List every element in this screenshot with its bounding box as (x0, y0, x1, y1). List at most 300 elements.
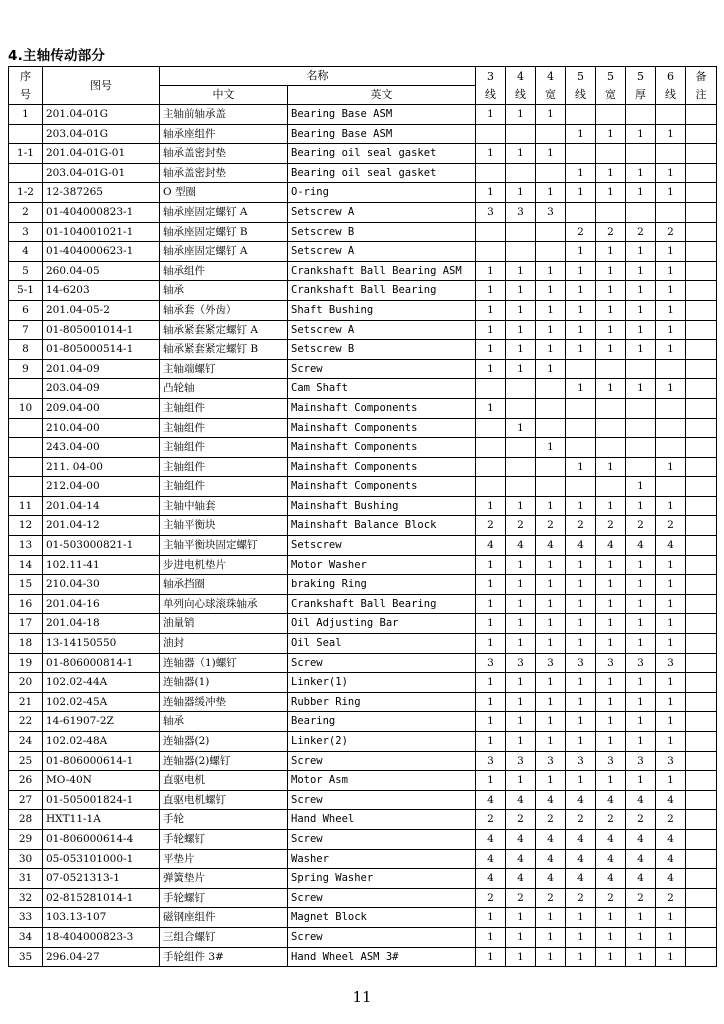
seq-cell (9, 438, 43, 458)
qty-4-wide-cell: 4 (536, 829, 566, 849)
qty-6-line-cell (656, 202, 686, 222)
part-code-cell: 05-053101000-1 (43, 849, 160, 869)
qty-6-line-cell: 1 (656, 634, 686, 654)
qty-5-line-cell: 1 (566, 320, 596, 340)
qty-5-line-cell: 1 (566, 908, 596, 928)
qty-5-thick-cell: 3 (626, 653, 656, 673)
qty-5-thick-cell: 1 (626, 712, 656, 732)
table-row (9, 281, 717, 301)
part-code-cell: 01-505001824-1 (43, 790, 160, 810)
seq-cell: 29 (9, 829, 43, 849)
part-code-cell: 210.04-30 (43, 575, 160, 595)
english-name-cell: Mainshaft Components (288, 457, 476, 477)
chinese-name-cell: 手轮 (160, 810, 288, 830)
qty-5-thick-cell: 1 (626, 281, 656, 301)
qty-5-thick-cell (626, 438, 656, 458)
qty-4-line-cell: 1 (506, 575, 536, 595)
note-cell (686, 947, 717, 967)
english-name-cell: Mainshaft Components (288, 398, 476, 418)
note-cell (686, 300, 717, 320)
english-name-cell: braking Ring (288, 575, 476, 595)
table-row (9, 575, 717, 595)
qty-4-wide-cell: 1 (536, 183, 566, 203)
qty-5-thick-cell (626, 457, 656, 477)
table-row (9, 163, 717, 183)
qty-6-line-cell: 1 (656, 575, 686, 595)
qty-6-line-cell: 1 (656, 771, 686, 791)
qty-4-line-cell: 1 (506, 692, 536, 712)
table-body (9, 105, 717, 967)
qty-4-line-cell: 2 (506, 888, 536, 908)
note-cell (686, 496, 717, 516)
qty-4-line-cell: 1 (506, 594, 536, 614)
chinese-name-cell: 平垫片 (160, 849, 288, 869)
note-cell (686, 340, 717, 360)
note-cell (686, 614, 717, 634)
chinese-name-cell: 手轮组件 3# (160, 947, 288, 967)
qty-4-line-cell: 1 (506, 496, 536, 516)
english-name-cell: Washer (288, 849, 476, 869)
qty-6-line-cell: 1 (656, 320, 686, 340)
qty-6-line-cell: 2 (656, 888, 686, 908)
qty-3-line-cell: 1 (476, 732, 506, 752)
qty-5-line-cell (566, 398, 596, 418)
table-row (9, 869, 717, 889)
qty-3-line-cell: 4 (476, 790, 506, 810)
qty-5-wide-cell: 1 (596, 594, 626, 614)
english-name-cell: Mainshaft Components (288, 418, 476, 438)
qty-6-line-cell: 4 (656, 829, 686, 849)
note-cell (686, 105, 717, 125)
qty-4-line-cell: 1 (506, 673, 536, 693)
qty-4-line-cell: 4 (506, 849, 536, 869)
english-name-cell: Bearing oil seal gasket (288, 163, 476, 183)
seq-cell: 16 (9, 594, 43, 614)
table-row (9, 810, 717, 830)
qty-4-line-cell: 3 (506, 653, 536, 673)
table-row (9, 751, 717, 771)
table-row (9, 594, 717, 614)
seq-cell: 13 (9, 536, 43, 556)
qty-5-line-cell (566, 438, 596, 458)
header-name-en: 英文 (288, 86, 476, 105)
qty-6-line-cell: 1 (656, 242, 686, 262)
seq-cell: 31 (9, 869, 43, 889)
qty-4-wide-cell: 2 (536, 810, 566, 830)
qty-5-line-cell: 1 (566, 183, 596, 203)
qty-3-line-cell (476, 438, 506, 458)
qty-3-line-cell: 1 (476, 908, 506, 928)
part-code-cell: 14-6203 (43, 281, 160, 301)
note-cell (686, 829, 717, 849)
qty-6-line-cell: 1 (656, 908, 686, 928)
table-row (9, 516, 717, 536)
qty-5-line-cell: 1 (566, 927, 596, 947)
chinese-name-cell: 轴承紧套紧定螺钉 B (160, 340, 288, 360)
qty-6-line-cell: 1 (656, 379, 686, 399)
qty-4-line-cell: 1 (506, 144, 536, 164)
english-name-cell: Screw (288, 653, 476, 673)
qty-5-thick-cell: 1 (626, 183, 656, 203)
table-row (9, 653, 717, 673)
qty-5-wide-cell: 1 (596, 575, 626, 595)
note-cell (686, 261, 717, 281)
part-code-cell: MO-40N (43, 771, 160, 791)
part-code-cell: 14-61907-2Z (43, 712, 160, 732)
qty-5-line-cell: 4 (566, 829, 596, 849)
qty-5-wide-cell: 1 (596, 261, 626, 281)
part-code-cell: 201.04-12 (43, 516, 160, 536)
note-cell (686, 634, 717, 654)
qty-6-line-cell: 2 (656, 222, 686, 242)
english-name-cell: Hand Wheel ASM 3# (288, 947, 476, 967)
part-code-cell: 243.04-00 (43, 438, 160, 458)
qty-5-wide-cell (596, 477, 626, 497)
note-cell (686, 359, 717, 379)
chinese-name-cell: 轴承座固定螺钉 B (160, 222, 288, 242)
english-name-cell: Crankshaft Ball Bearing (288, 594, 476, 614)
qty-3-line-cell: 1 (476, 320, 506, 340)
chinese-name-cell: 轴承套（外齿） (160, 300, 288, 320)
english-name-cell: Mainshaft Bushing (288, 496, 476, 516)
qty-5-thick-cell: 1 (626, 124, 656, 144)
seq-cell: 18 (9, 634, 43, 654)
table-row (9, 300, 717, 320)
qty-5-line-cell: 2 (566, 810, 596, 830)
part-code-cell: 07-0521313-1 (43, 869, 160, 889)
qty-5-line-cell: 1 (566, 594, 596, 614)
part-code-cell: 01-404000823-1 (43, 202, 160, 222)
qty-5-wide-cell: 4 (596, 829, 626, 849)
qty-5-wide-cell: 1 (596, 163, 626, 183)
qty-5-thick-cell: 1 (626, 320, 656, 340)
qty-5-thick-cell (626, 398, 656, 418)
qty-5-thick-cell (626, 202, 656, 222)
note-cell (686, 712, 717, 732)
qty-5-wide-cell: 1 (596, 300, 626, 320)
qty-5-wide-cell: 1 (596, 379, 626, 399)
part-code-cell: 203.04-09 (43, 379, 160, 399)
table-row (9, 790, 717, 810)
seq-cell (9, 477, 43, 497)
note-cell (686, 398, 717, 418)
part-code-cell: 01-805000514-1 (43, 340, 160, 360)
seq-cell: 12 (9, 516, 43, 536)
qty-5-thick-cell: 2 (626, 222, 656, 242)
table-row (9, 183, 717, 203)
qty-5-thick-cell: 2 (626, 516, 656, 536)
qty-6-line-cell: 4 (656, 536, 686, 556)
qty-3-line-cell: 1 (476, 359, 506, 379)
part-code-cell: 01-806000614-4 (43, 829, 160, 849)
seq-cell: 1-1 (9, 144, 43, 164)
table-header (9, 67, 717, 105)
qty-4-wide-cell: 2 (536, 516, 566, 536)
part-code-cell: 02-815281014-1 (43, 888, 160, 908)
note-cell (686, 183, 717, 203)
english-name-cell: O-ring (288, 183, 476, 203)
qty-4-line-cell (506, 379, 536, 399)
english-name-cell: Linker(1) (288, 673, 476, 693)
qty-5-wide-cell: 1 (596, 673, 626, 693)
english-name-cell: Mainshaft Components (288, 477, 476, 497)
qty-4-line-cell (506, 438, 536, 458)
qty-4-line-cell: 3 (506, 751, 536, 771)
table-row (9, 477, 717, 497)
english-name-cell: Bearing oil seal gasket (288, 144, 476, 164)
chinese-name-cell: 轴承挡圈 (160, 575, 288, 595)
qty-5-wide-cell: 1 (596, 927, 626, 947)
qty-6-line-cell: 1 (656, 732, 686, 752)
qty-5-line-cell: 1 (566, 340, 596, 360)
seq-cell: 1-2 (9, 183, 43, 203)
qty-3-line-cell (476, 242, 506, 262)
english-name-cell: Shaft Bushing (288, 300, 476, 320)
table-row (9, 340, 717, 360)
chinese-name-cell: 手轮螺钉 (160, 829, 288, 849)
seq-cell: 35 (9, 947, 43, 967)
qty-6-line-cell: 1 (656, 457, 686, 477)
qty-5-line-cell: 1 (566, 771, 596, 791)
note-cell (686, 242, 717, 262)
qty-3-line-cell (476, 457, 506, 477)
part-code-cell: 01-805001014-1 (43, 320, 160, 340)
qty-4-wide-cell: 1 (536, 927, 566, 947)
seq-cell: 5-1 (9, 281, 43, 301)
part-code-cell: 201.04-05-2 (43, 300, 160, 320)
qty-4-line-cell: 1 (506, 359, 536, 379)
qty-5-thick-cell: 4 (626, 790, 656, 810)
table-row (9, 771, 717, 791)
qty-4-line-cell (506, 124, 536, 144)
qty-3-line-cell (476, 477, 506, 497)
chinese-name-cell: 直驱电机螺钉 (160, 790, 288, 810)
note-cell (686, 438, 717, 458)
qty-5-thick-cell: 1 (626, 261, 656, 281)
chinese-name-cell: O 型圈 (160, 183, 288, 203)
seq-cell: 26 (9, 771, 43, 791)
qty-3-line-cell (476, 124, 506, 144)
header-q-5-wide: 5 宽 (596, 67, 626, 105)
qty-5-line-cell (566, 418, 596, 438)
qty-5-thick-cell: 4 (626, 849, 656, 869)
english-name-cell: Screw (288, 751, 476, 771)
chinese-name-cell: 主轴组件 (160, 438, 288, 458)
qty-4-wide-cell (536, 457, 566, 477)
part-code-cell: 209.04-00 (43, 398, 160, 418)
english-name-cell: Oil Seal (288, 634, 476, 654)
qty-3-line-cell (476, 163, 506, 183)
qty-6-line-cell (656, 144, 686, 164)
seq-cell (9, 379, 43, 399)
chinese-name-cell: 主轴组件 (160, 457, 288, 477)
qty-4-line-cell: 1 (506, 908, 536, 928)
qty-5-thick-cell: 1 (626, 242, 656, 262)
qty-6-line-cell: 1 (656, 183, 686, 203)
qty-4-wide-cell: 1 (536, 594, 566, 614)
qty-3-line-cell: 2 (476, 810, 506, 830)
qty-5-line-cell: 4 (566, 536, 596, 556)
header-q-6-line: 6 线 (656, 67, 686, 105)
qty-3-line-cell: 1 (476, 575, 506, 595)
chinese-name-cell: 连轴器(1) (160, 673, 288, 693)
qty-4-line-cell: 1 (506, 105, 536, 125)
chinese-name-cell: 主轴组件 (160, 477, 288, 497)
chinese-name-cell: 轴承座固定螺钉 A (160, 242, 288, 262)
part-code-cell: 210.04-00 (43, 418, 160, 438)
qty-6-line-cell (656, 359, 686, 379)
qty-5-line-cell: 4 (566, 849, 596, 869)
page-number: 11 (352, 988, 372, 1006)
qty-3-line-cell: 1 (476, 947, 506, 967)
qty-5-thick-cell: 1 (626, 614, 656, 634)
qty-4-wide-cell (536, 163, 566, 183)
qty-5-thick-cell: 1 (626, 340, 656, 360)
qty-4-line-cell: 2 (506, 810, 536, 830)
qty-5-line-cell: 1 (566, 457, 596, 477)
qty-6-line-cell: 1 (656, 555, 686, 575)
qty-3-line-cell: 1 (476, 555, 506, 575)
chinese-name-cell: 主轴平衡块 (160, 516, 288, 536)
english-name-cell: Screw (288, 927, 476, 947)
qty-4-wide-cell: 1 (536, 438, 566, 458)
qty-4-wide-cell (536, 398, 566, 418)
qty-3-line-cell: 4 (476, 536, 506, 556)
qty-3-line-cell: 2 (476, 516, 506, 536)
qty-4-line-cell (506, 477, 536, 497)
seq-cell: 17 (9, 614, 43, 634)
qty-5-thick-cell: 3 (626, 751, 656, 771)
qty-6-line-cell: 1 (656, 281, 686, 301)
qty-6-line-cell: 1 (656, 927, 686, 947)
qty-5-line-cell (566, 202, 596, 222)
english-name-cell: Mainshaft Balance Block (288, 516, 476, 536)
chinese-name-cell: 主轴平衡块固定螺钉 (160, 536, 288, 556)
english-name-cell: Crankshaft Ball Bearing ASM (288, 261, 476, 281)
qty-6-line-cell: 4 (656, 849, 686, 869)
seq-cell: 30 (9, 849, 43, 869)
note-cell (686, 457, 717, 477)
chinese-name-cell: 轴承组件 (160, 261, 288, 281)
english-name-cell: Screw (288, 888, 476, 908)
qty-5-wide-cell: 1 (596, 340, 626, 360)
english-name-cell: Setscrew A (288, 242, 476, 262)
qty-6-line-cell: 4 (656, 790, 686, 810)
qty-5-thick-cell: 1 (626, 163, 656, 183)
qty-5-thick-cell (626, 418, 656, 438)
qty-3-line-cell (476, 418, 506, 438)
qty-3-line-cell: 1 (476, 692, 506, 712)
qty-4-wide-cell: 1 (536, 281, 566, 301)
note-cell (686, 575, 717, 595)
chinese-name-cell: 主轴端螺钉 (160, 359, 288, 379)
part-code-cell: 201.04-16 (43, 594, 160, 614)
qty-6-line-cell: 1 (656, 947, 686, 967)
chinese-name-cell: 轴承座固定螺钉 A (160, 202, 288, 222)
seq-cell: 5 (9, 261, 43, 281)
part-code-cell: 201.04-01G-01 (43, 144, 160, 164)
qty-4-line-cell: 1 (506, 418, 536, 438)
header-q-4-line: 4 线 (506, 67, 536, 105)
chinese-name-cell: 三组合螺钉 (160, 927, 288, 947)
qty-5-line-cell: 3 (566, 751, 596, 771)
qty-4-wide-cell (536, 379, 566, 399)
header-seq-bottom: 号 (20, 87, 31, 101)
qty-5-line-cell (566, 105, 596, 125)
qty-4-wide-cell: 1 (536, 692, 566, 712)
note-cell (686, 869, 717, 889)
qty-4-line-cell (506, 457, 536, 477)
seq-cell: 4 (9, 242, 43, 262)
qty-5-thick-cell: 4 (626, 536, 656, 556)
qty-5-wide-cell: 1 (596, 183, 626, 203)
qty-4-wide-cell: 1 (536, 673, 566, 693)
part-code-cell: 103.13-107 (43, 908, 160, 928)
english-name-cell: Linker(2) (288, 732, 476, 752)
note-cell (686, 281, 717, 301)
chinese-name-cell: 主轴组件 (160, 398, 288, 418)
chinese-name-cell: 连轴器(2) (160, 732, 288, 752)
table-row (9, 379, 717, 399)
qty-5-wide-cell: 2 (596, 222, 626, 242)
part-code-cell: 212.04-00 (43, 477, 160, 497)
note-cell (686, 653, 717, 673)
qty-6-line-cell (656, 477, 686, 497)
qty-4-line-cell: 2 (506, 516, 536, 536)
qty-5-thick-cell: 1 (626, 947, 656, 967)
seq-cell: 27 (9, 790, 43, 810)
table-row (9, 320, 717, 340)
qty-5-wide-cell: 3 (596, 751, 626, 771)
table-row (9, 634, 717, 654)
qty-4-wide-cell: 4 (536, 790, 566, 810)
qty-4-wide-cell: 1 (536, 908, 566, 928)
part-code-cell: 201.04-01G (43, 105, 160, 125)
qty-3-line-cell: 4 (476, 849, 506, 869)
part-code-cell: 12-387265 (43, 183, 160, 203)
english-name-cell: Screw (288, 359, 476, 379)
english-name-cell: Screw (288, 829, 476, 849)
qty-5-thick-cell (626, 359, 656, 379)
note-cell (686, 124, 717, 144)
note-cell (686, 673, 717, 693)
chinese-name-cell: 油封 (160, 634, 288, 654)
qty-3-line-cell: 1 (476, 927, 506, 947)
qty-5-line-cell (566, 359, 596, 379)
qty-5-wide-cell (596, 144, 626, 164)
qty-4-wide-cell: 1 (536, 732, 566, 752)
english-name-cell: Hand Wheel (288, 810, 476, 830)
qty-3-line-cell: 4 (476, 869, 506, 889)
qty-5-wide-cell: 4 (596, 869, 626, 889)
note-cell (686, 418, 717, 438)
qty-5-thick-cell: 2 (626, 810, 656, 830)
chinese-name-cell: 磁钢座组件 (160, 908, 288, 928)
qty-4-line-cell: 1 (506, 947, 536, 967)
qty-6-line-cell: 1 (656, 496, 686, 516)
qty-6-line-cell: 2 (656, 516, 686, 536)
chinese-name-cell: 轴承座组件 (160, 124, 288, 144)
qty-5-thick-cell: 4 (626, 829, 656, 849)
qty-5-wide-cell (596, 418, 626, 438)
part-code-cell: 203.04-01G (43, 124, 160, 144)
seq-cell (9, 457, 43, 477)
qty-5-line-cell: 2 (566, 888, 596, 908)
english-name-cell: Spring Washer (288, 869, 476, 889)
part-code-cell: 102.02-48A (43, 732, 160, 752)
qty-6-line-cell: 1 (656, 124, 686, 144)
table-row (9, 496, 717, 516)
